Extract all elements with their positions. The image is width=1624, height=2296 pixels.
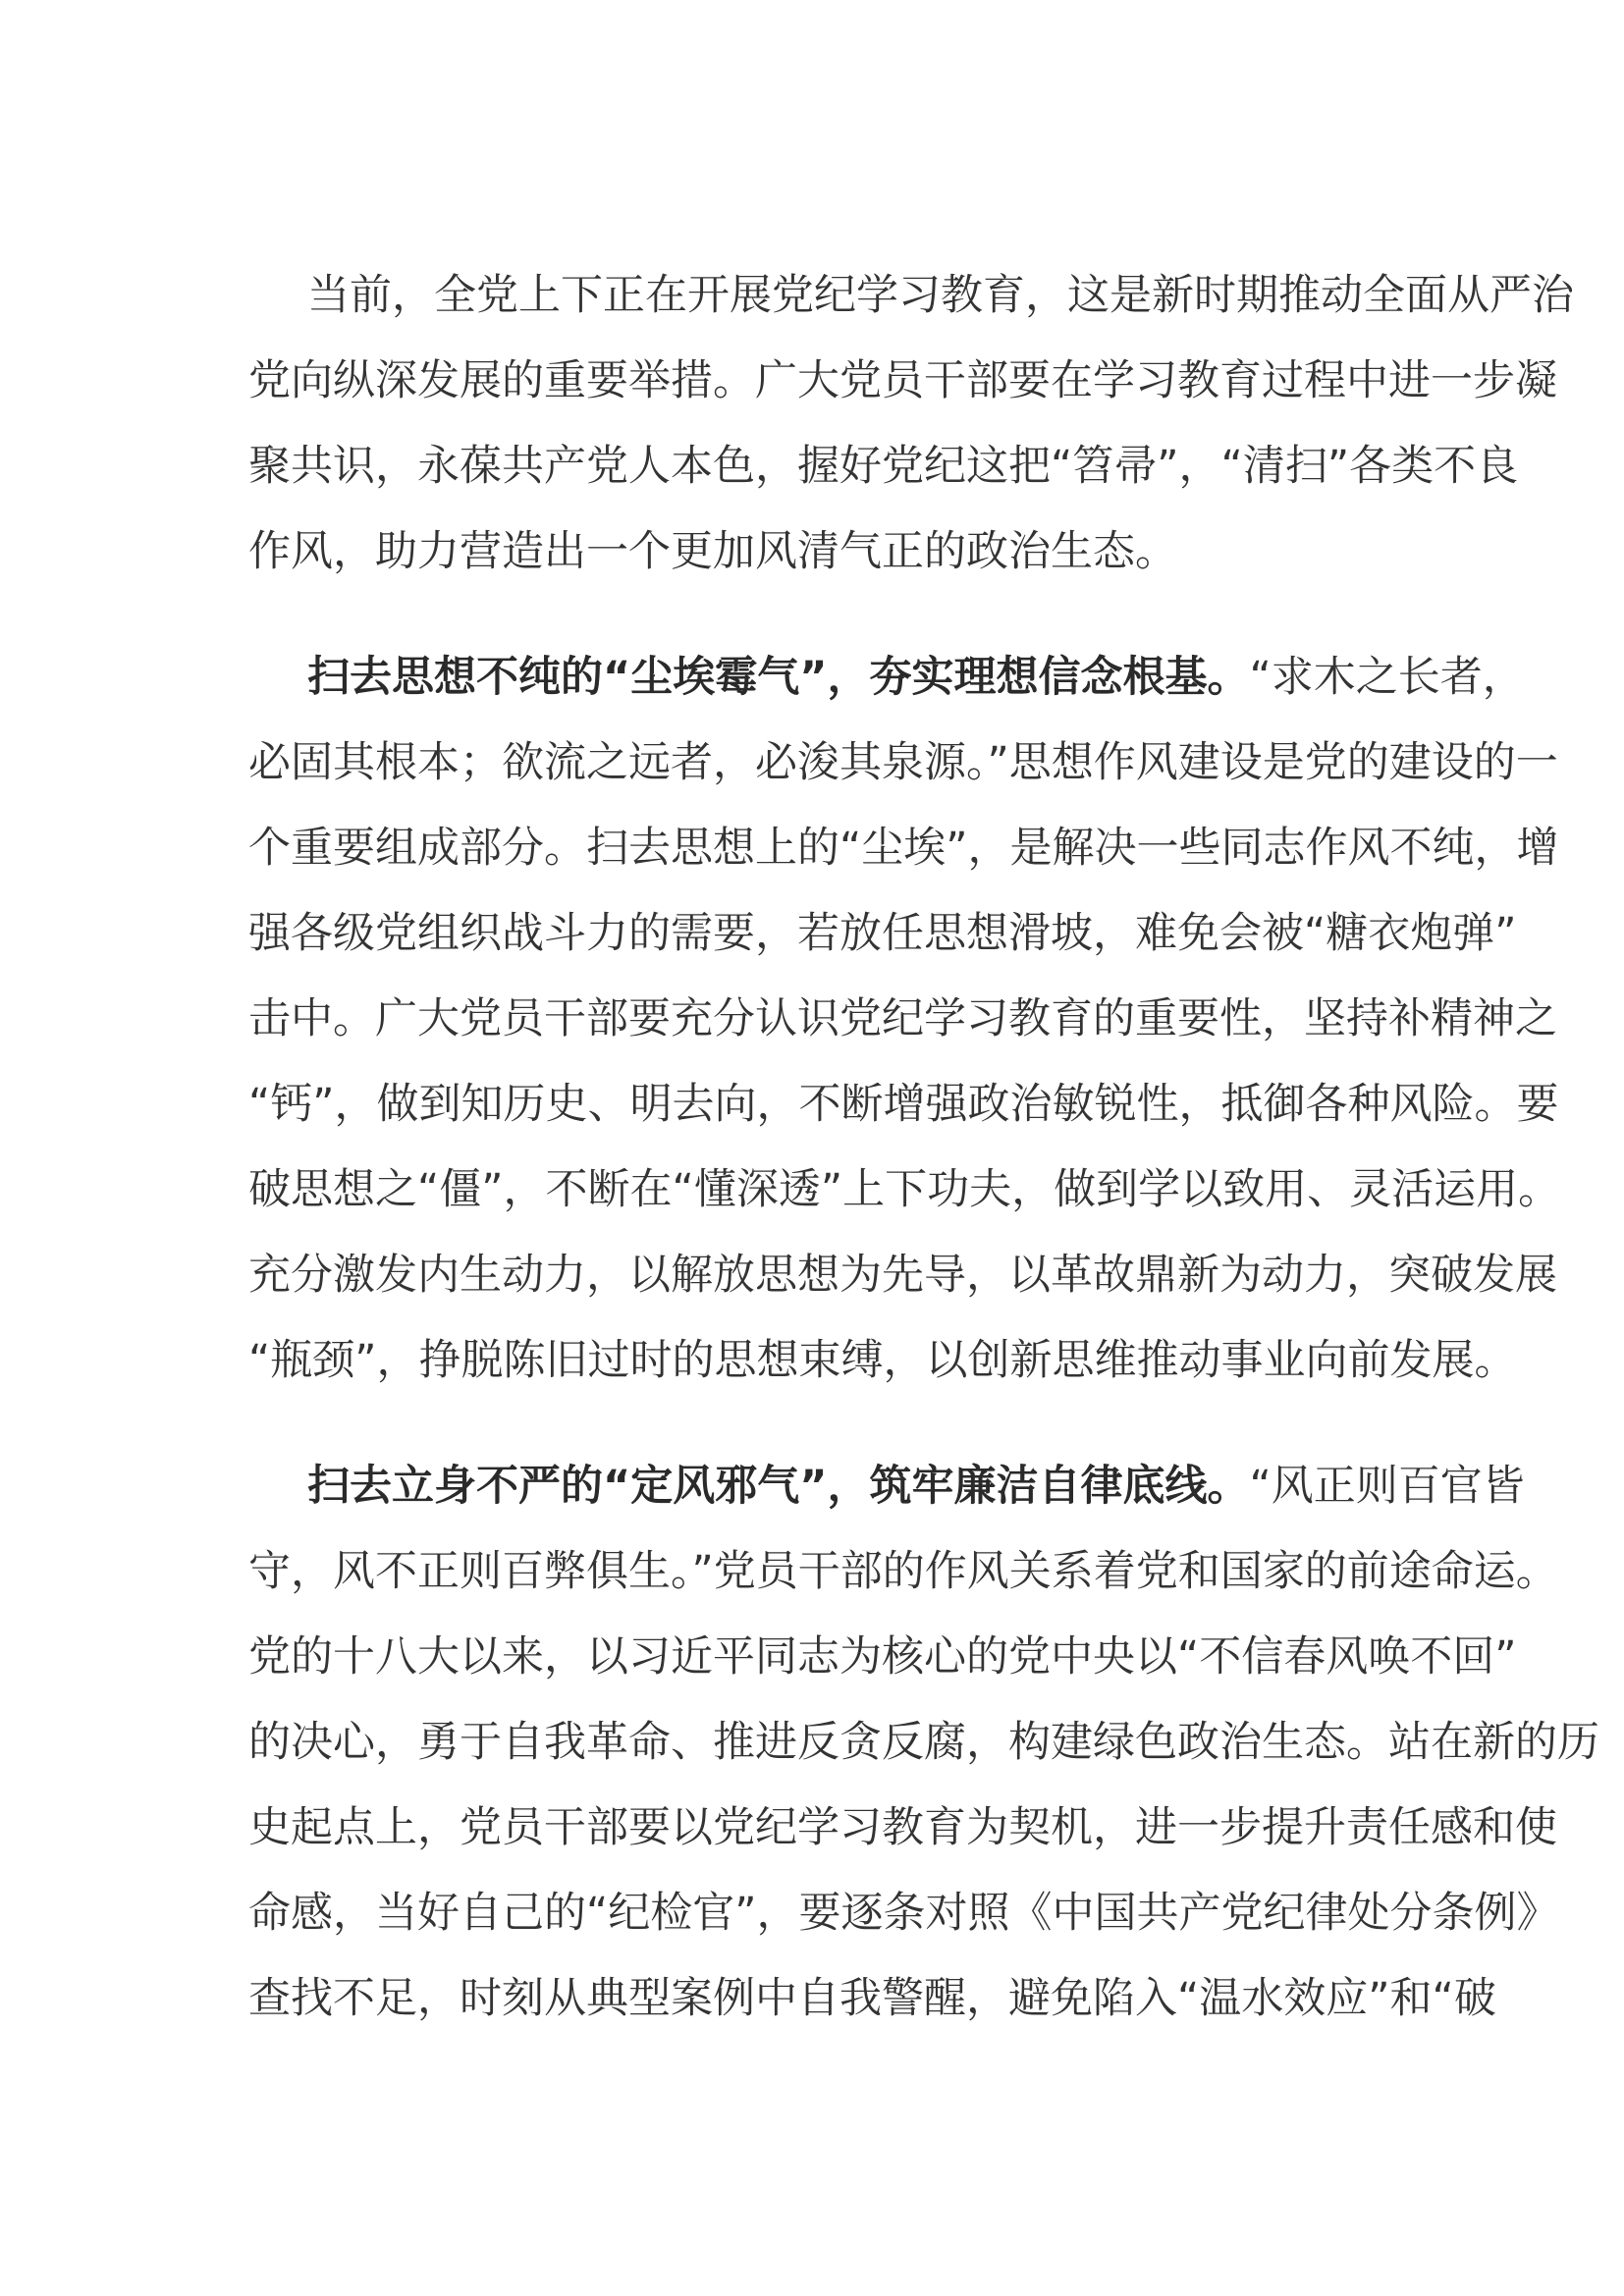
text-line: 当前，全党上下正在开展党纪学习教育，这是新时期推动全面从严治 xyxy=(307,271,1574,320)
text-line: 强各级党组织战斗力的需要，若放任思想滑坡，难免会被“糖衣炮弹” xyxy=(248,909,1517,958)
text-line: 党的十八大以来，以习近平同志为核心的党中央以“不信春风唤不回” xyxy=(248,1632,1517,1682)
text-line: 守，风不正则百弊俱生。”党员干部的作风关系着党和国家的前途命运。 xyxy=(248,1547,1558,1596)
text-line: 党向纵深发展的重要举措。广大党员干部要在学习教育过程中进一步凝 xyxy=(248,356,1557,405)
text-line: “瓶颈”，挣脱陈旧过时的思想束缚，以创新思维推动事业向前发展。 xyxy=(248,1336,1517,1385)
text-line: 必固其根本；欲流之远者，必浚其泉源。”思想作风建设是党的建设的一 xyxy=(248,738,1558,787)
paragraph-heading: 扫去思想不纯的“尘埃霉气”，夯实理想信念根基。 xyxy=(307,653,1250,702)
text-line: 个重要组成部分。扫去思想上的“尘埃”，是解决一些同志作风不纯，增 xyxy=(248,824,1559,873)
paragraph-conduct xyxy=(248,1444,1599,2042)
text-line: 破思想之“僵”，不断在“懂深透”上下功夫，做到学以致用、灵活运用。 xyxy=(248,1165,1561,1214)
text-line: 的决心，勇于自我革命、推进反贪反腐，构建绿色政治生态。站在新的历 xyxy=(248,1718,1599,1767)
text-segment: “风正则百官皆 xyxy=(1249,1462,1525,1511)
text-line: 查找不足，时刻从典型案例中自我警醒，避免陷入“温水效应”和“破 xyxy=(248,1974,1496,2023)
paragraph-intro xyxy=(248,253,1574,595)
text-line: 史起点上，党员干部要以党纪学习教育为契机，进一步提升责任感和使 xyxy=(248,1803,1557,1852)
text-line: “钙”，做到知历史、明去向，不断增强政治敏锐性，抵御各种风险。要 xyxy=(248,1080,1559,1129)
document-body xyxy=(248,253,1599,2082)
text-line xyxy=(248,635,1525,721)
text-line: 聚共识，永葆共产党人本色，握好党纪这把“笤帚”，“清扫”各类不良 xyxy=(248,442,1519,491)
text-line: 充分激发内生动力，以解放思想为先导，以革故鼎新为动力，突破发展 xyxy=(248,1251,1557,1300)
text-segment: “求木之长者， xyxy=(1249,653,1525,702)
paragraph-heading: 扫去立身不严的“定风邪气”，筑牢廉洁自律底线。 xyxy=(307,1462,1250,1511)
text-line: 击中。广大党员干部要充分认识党纪学习教育的重要性，坚持补精神之 xyxy=(248,994,1557,1043)
text-line: 作风，助力营造出一个更加风清气正的政治生态。 xyxy=(248,527,1177,576)
text-line xyxy=(248,1444,1525,1529)
paragraph-thought xyxy=(248,635,1561,1404)
text-line: 命感，当好自己的“纪检官”，要逐条对照《中国共产党纪律处分条例》 xyxy=(248,1889,1559,1938)
